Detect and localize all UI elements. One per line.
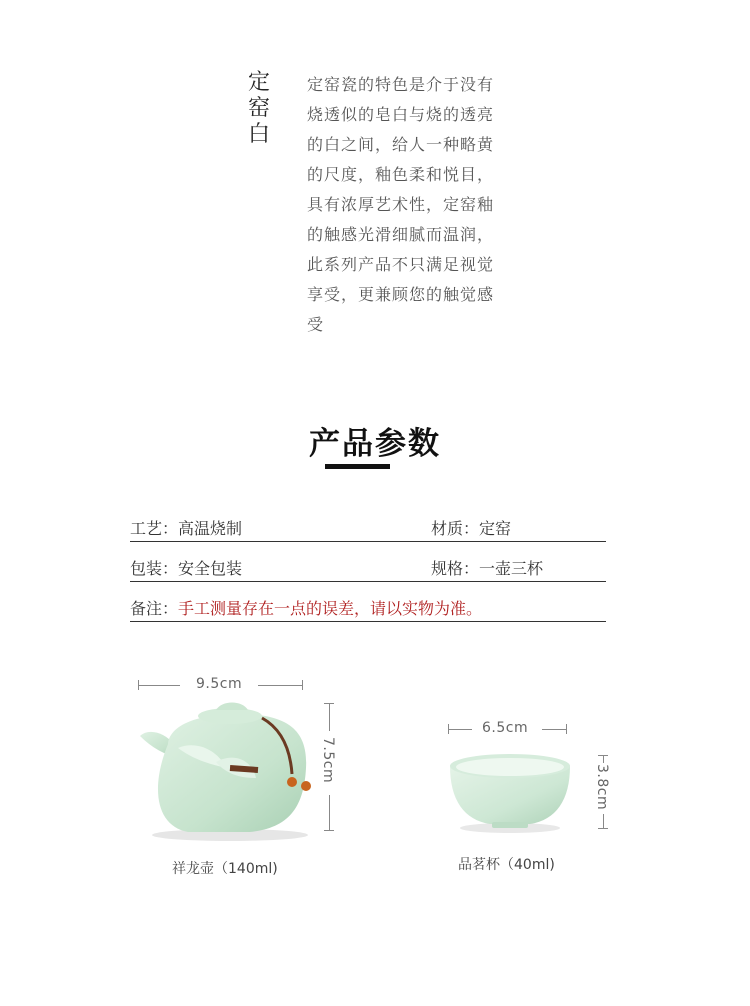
teapot-width-line-right: [258, 685, 302, 686]
intro-description: 定窑瓷的特色是介于没有烧透似的皂白与烧的透亮的白之间，给人一种略黄的尺度，釉色柔和悦目，具有浓厚艺术性，定窑釉的触感光滑细腻而温润，此系列产品不只满足视觉享受，更兼顾您的触觉感受: [307, 75, 495, 334]
param-note-row: [130, 598, 606, 622]
cup-width-line-right: [542, 729, 566, 730]
cup-width-tick-right: [566, 724, 567, 734]
param-row-1: [130, 518, 606, 542]
param-row-2: [130, 558, 606, 582]
param-packaging: 包装：安全包装: [130, 559, 243, 578]
teapot-width-tick-right: [302, 680, 303, 690]
cup-width-label: 6.5cm: [482, 720, 529, 736]
teapot-lid: [198, 708, 262, 724]
cup-height-line-top: [603, 755, 604, 763]
section-title: 产品参数: [309, 426, 441, 462]
teapot-knob: [216, 703, 248, 711]
cup-height-tick-bottom: [598, 828, 608, 829]
teapot-width-line-left: [138, 685, 180, 686]
param-note-text: 手工测量存在一点的误差，请以实物为准。: [178, 599, 483, 618]
param-note-label: 备注：: [130, 599, 179, 618]
cup-height-label: 3.8cm: [594, 764, 610, 811]
param-spec: 规格：一壶三杯: [431, 559, 544, 578]
cup-caption: 品茗杯（40ml): [458, 857, 555, 873]
teapot-bead-2: [301, 781, 311, 791]
cup-foot: [492, 822, 528, 828]
teapot-caption: 祥龙壶（140ml): [172, 861, 278, 877]
param-material: 材质：定窑: [431, 519, 512, 538]
cup-width-line-left: [448, 729, 472, 730]
teapot-bead-1: [287, 777, 297, 787]
cup-inner: [456, 758, 564, 776]
intro-title: 定窑白: [247, 70, 270, 147]
teapot-image: [130, 698, 330, 844]
teapot-width-label: 9.5cm: [196, 676, 243, 692]
cup-height-line-bottom: [603, 814, 604, 828]
param-note: [130, 598, 482, 620]
cup-image: [440, 750, 580, 836]
section-title-underline: [325, 464, 390, 469]
param-craft: 工艺：高温烧制: [130, 519, 243, 538]
teapot-cord-wrap: [230, 768, 258, 770]
teapot-height-label: 7.5cm: [320, 737, 336, 784]
